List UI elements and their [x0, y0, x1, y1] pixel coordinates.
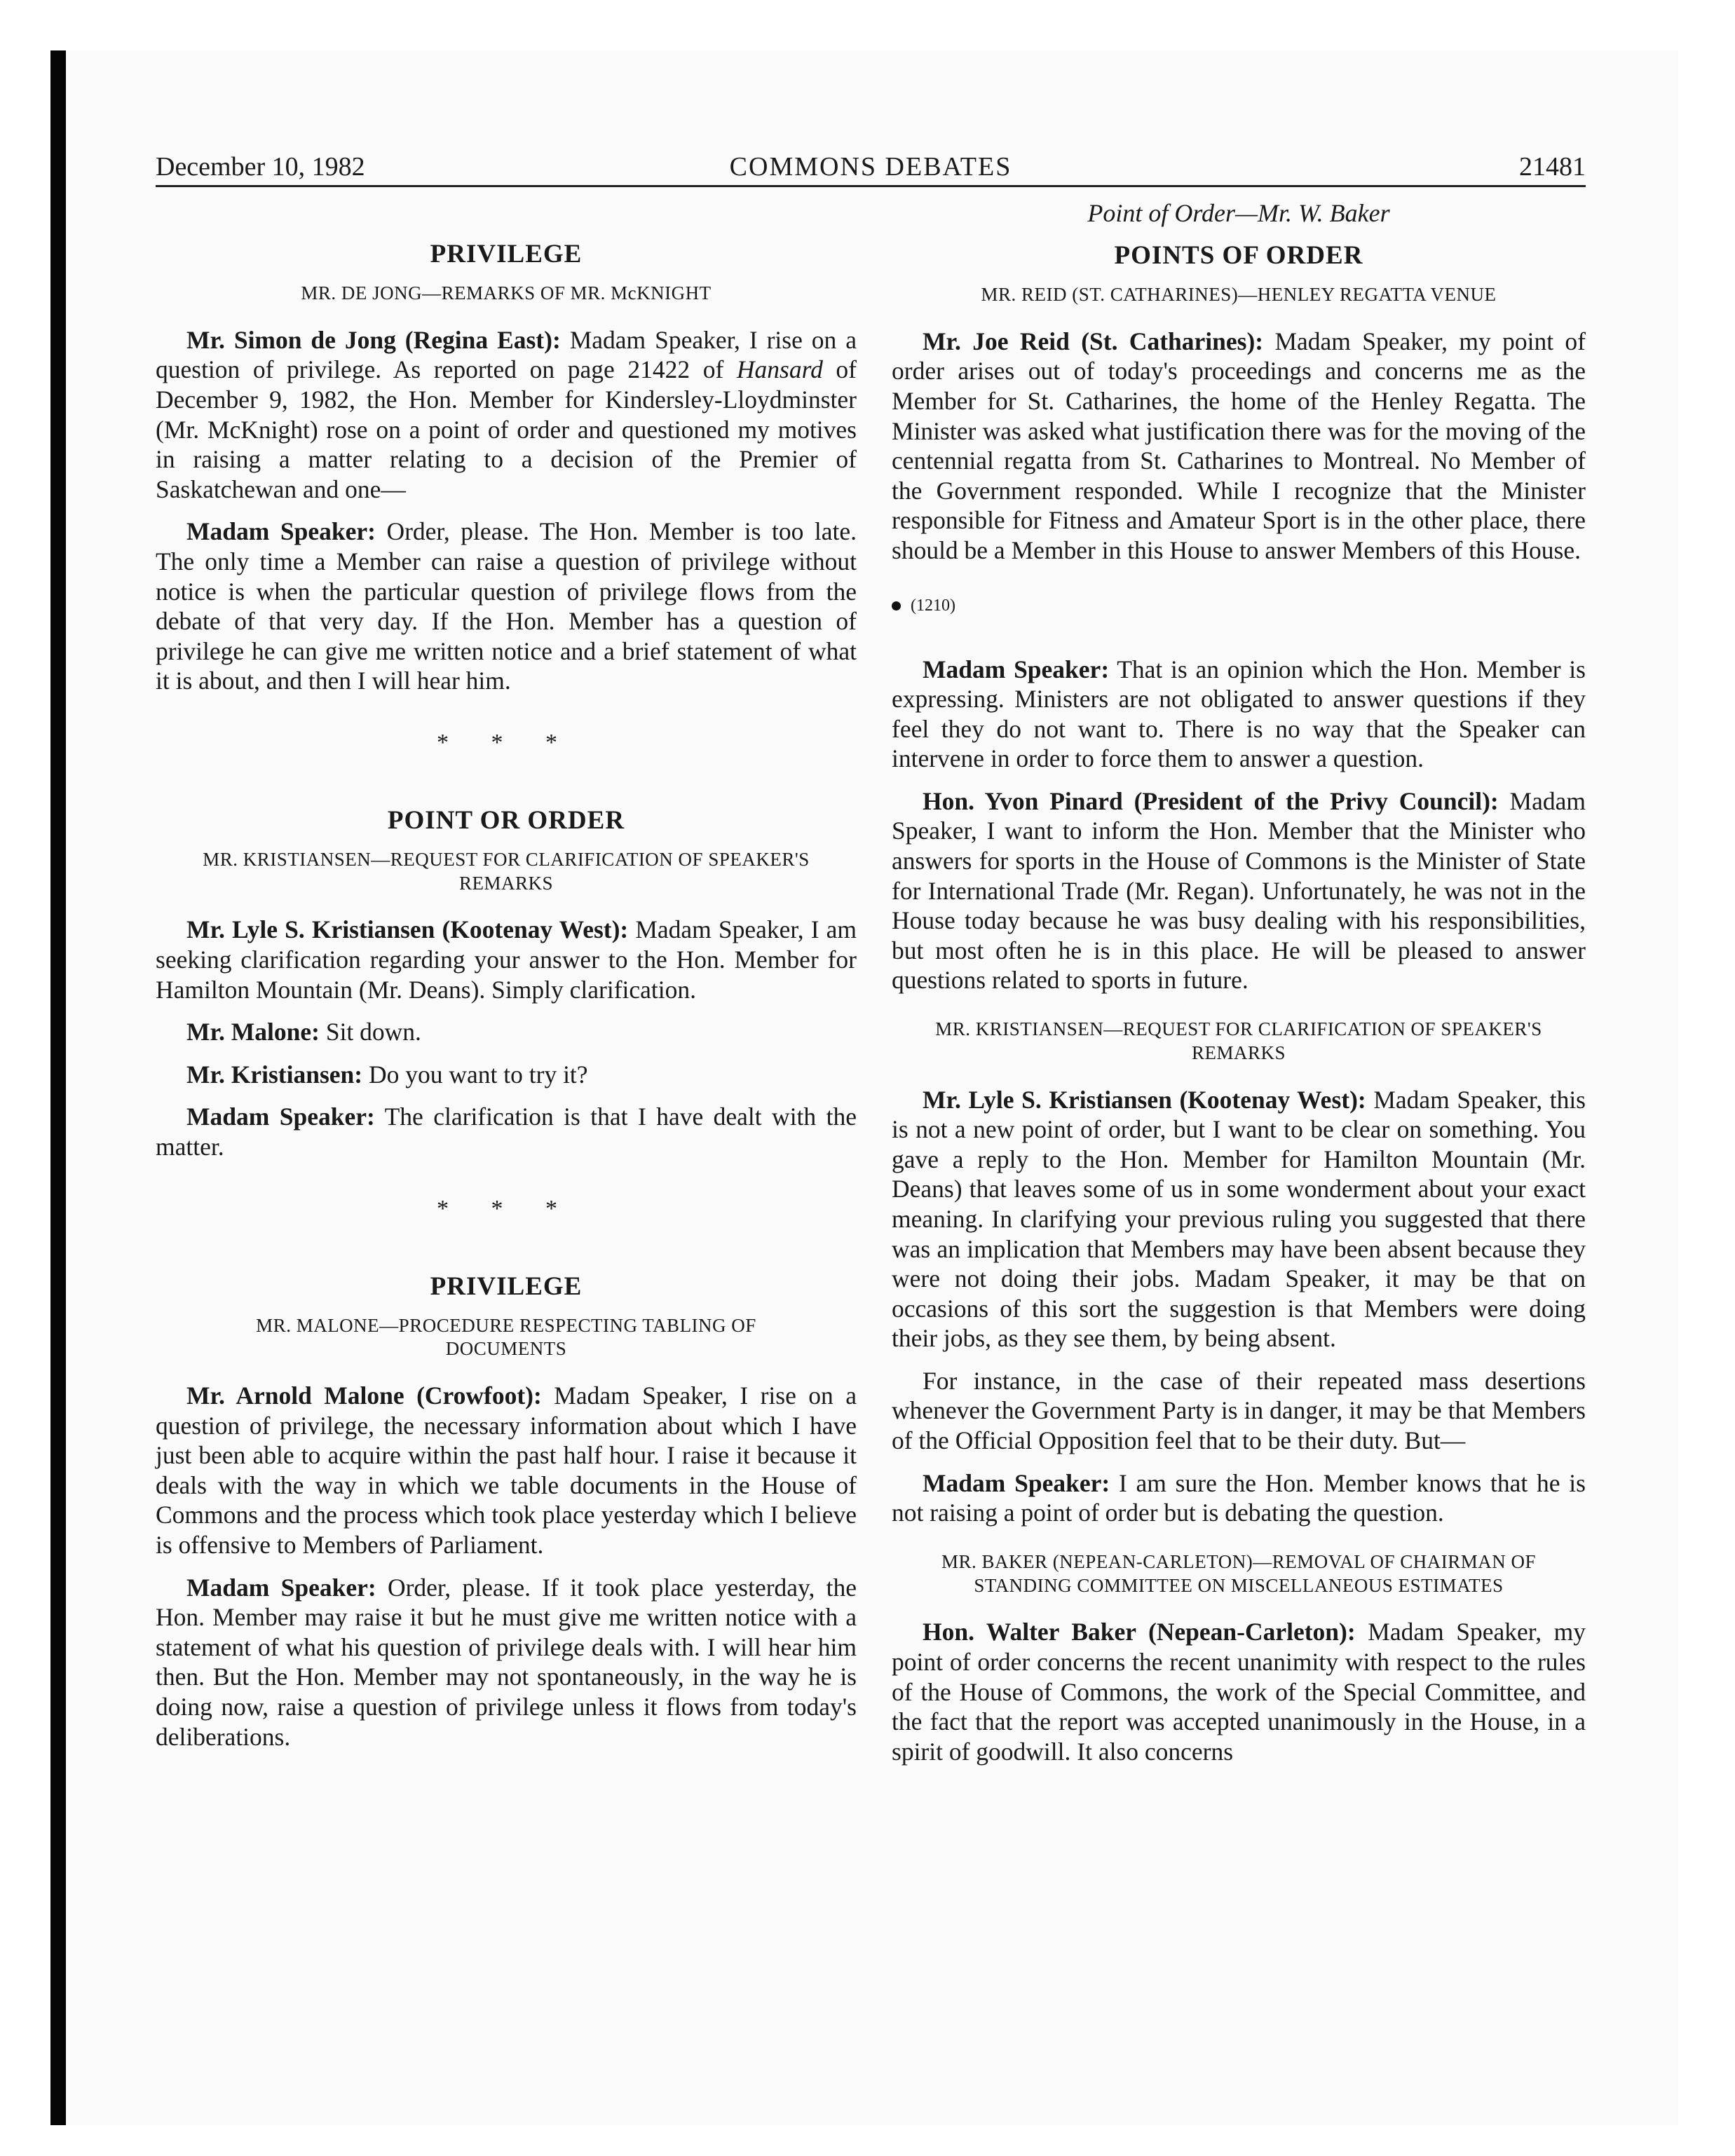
speech-text: Madam Speaker, my point of order concerns the recent unanimity with respect to the rules of the House of Commons, the work of the Special Committee, and the fact that the report was accepted unanimously in the House, in a spirit of goodwill. It also concerns: [892, 1618, 1586, 1766]
paragraph: [156, 915, 857, 1004]
section-separator: * * *: [437, 729, 576, 756]
speech-text: Madam Speaker, I want to inform the Hon. Member that the Minister who answers for sports in the House of Commons is the Minister of State for International Trade (Mr. Regan). Unfortunately, he was not in the House today because he was busy dealing with his responsibilities, but most often he is in this place. He will be pleased to answer questions related to sports in future.: [892, 786, 1586, 995]
speech-text: Madam Speaker, this is not a new point of order, but I want to be clear on something. You gave a reply to the Hon. Member for Hamilton Mountain (Mr. Deans) that leaves some of us in some wonderment about your exact meaning. In clarifying your previous ruling you suggested that there was an implication that Members may have been absent because they were not doing their jobs. Madam Speaker, it may be that on occasions of this sort the suggestion is that Members were doing their jobs, as they see them, by being absent.: [892, 1085, 1586, 1353]
speaker-name: Madam Speaker:: [186, 517, 376, 546]
page-header: [156, 140, 1586, 187]
paragraph: For instance, in the case of their repeated mass desertions whenever the Government Party is in danger, it may be that Members of the Official Opposition feel that to be their duty. But—: [892, 1366, 1586, 1455]
speech-text: Do you want to try it?: [362, 1060, 588, 1089]
speech-text: I am sure the Hon. Member knows that he is not raising a point of order but is debating the question.: [892, 1468, 1586, 1527]
document-page: [156, 140, 1586, 1766]
speaker-name: Mr. Joe Reid (St. Catharines):: [923, 327, 1264, 355]
left-column: [156, 197, 857, 1764]
section-heading: POINT OR ORDER: [387, 805, 625, 835]
speech-text: Madam Speaker, my point of order arises out of today's proceedings and concerns me as the Member for St. Catharines, the home of the Henley Regatta. The Minister was asked what justification there was for the moving of the centennial regatta from St. Catharines to Montreal. No Member of the Government responded. While I recognize that the Minister responsible for Fitness and Amateur Sport is in the other place, there should be a Member in this House to answer Members of this House.: [892, 327, 1586, 564]
speaker-name: Mr. Arnold Malone (Crowfoot):: [186, 1381, 542, 1410]
speaker-name: Hon. Yvon Pinard (President of the Privy Council):: [923, 786, 1499, 815]
speaker-name: Madam Speaker:: [186, 1103, 375, 1131]
paragraph: [892, 1468, 1586, 1528]
running-head: Point of Order—Mr. W. Baker: [1087, 199, 1390, 227]
speaker-name: Mr. Simon de Jong (Regina East):: [186, 325, 561, 354]
speech-text: Madam Speaker, I rise on a question of privilege, the necessary information about which I have just been able to acquire within the past half hour. I raise it because it deals with the way in which we table documents in the House of Commons and the process which took place yesterday which I believe is offensive to Members of Parliament.: [156, 1381, 857, 1559]
speaker-name: Hon. Walter Baker (Nepean-Carleton):: [923, 1618, 1356, 1646]
section-separator: * * *: [437, 1195, 576, 1222]
italic-text: Hansard: [736, 355, 823, 384]
paragraph: [156, 1381, 857, 1560]
speaker-name: Mr. Malone:: [186, 1018, 320, 1046]
section-subheading: MR. BAKER (NEPEAN-CARLETON)—REMOVAL OF CHAIRMAN OF STANDING COMMITTEE ON MISCELLANEOUS ESTIMATES: [941, 1550, 1537, 1596]
paragraph: [892, 655, 1586, 774]
paragraph: [156, 1017, 857, 1047]
header-date: December 10, 1982: [156, 152, 365, 182]
bullet-icon: [892, 601, 901, 610]
section-subheading: MR. REID (ST. CATHARINES)—HENLEY REGATTA VENUE: [981, 284, 1497, 305]
time-label: (1210): [911, 596, 955, 615]
right-column: [892, 197, 1586, 1779]
speech-text: Order, please. The Hon. Member is too late. The only time a Member can raise a question of privilege without notice is when the particular question of privilege flows from the debate of that very day. If the Hon. Member has a question of privilege he can give me written notice and a brief statement of what it is about, and then I will hear him.: [156, 517, 857, 695]
scan-edge: [50, 50, 66, 2125]
speaker-name: Mr. Lyle S. Kristiansen (Kootenay West):: [923, 1085, 1366, 1114]
section-subheading: MR. KRISTIANSEN—REQUEST FOR CLARIFICATION OF SPEAKER'S REMARKS: [203, 848, 810, 894]
speaker-name: Madam Speaker:: [923, 1468, 1110, 1497]
paragraph: [892, 327, 1586, 566]
speaker-name: Madam Speaker:: [923, 655, 1110, 683]
speech-text: Madam Speaker, I am seeking clarification regarding your answer to the Hon. Member for Hamilton Mountain (Mr. Deans). Simply clarification.: [156, 915, 857, 1004]
paragraph: [892, 786, 1586, 995]
speech-text: Order, please. If it took place yesterday, the Hon. Member may raise it but he must give me written notice with a statement of what his question of privilege deals with. I will hear him then. But the Hon. Member may not spontaneously, in the way he is doing now, raise a question of privilege unless it flows from today's deliberations.: [156, 1573, 857, 1751]
section-subheading: MR. KRISTIANSEN—REQUEST FOR CLARIFICATION OF SPEAKER'S REMARKS: [935, 1018, 1542, 1063]
speaker-name: Mr. Kristiansen:: [186, 1060, 363, 1089]
section-subheading: MR. MALONE—PROCEDURE RESPECTING TABLING OF DOCUMENTS: [256, 1314, 756, 1360]
section-subheading: MR. DE JONG—REMARKS OF MR. McKNIGHT: [301, 282, 712, 303]
paragraph: [892, 1085, 1586, 1353]
paragraph: [156, 517, 857, 696]
time-stamp: [892, 596, 1586, 615]
paragraph: [892, 1617, 1586, 1766]
section-heading: PRIVILEGE: [430, 240, 583, 268]
paragraph: [156, 325, 857, 505]
speaker-name: Mr. Lyle S. Kristiansen (Kootenay West):: [186, 915, 629, 944]
paragraph: [156, 1060, 857, 1090]
speech-text: That is an opinion which the Hon. Member is expressing. Ministers are not obligated to answer questions if they feel they do not want to. There is no way that the Speaker can intervene in order to force them to answer a question.: [892, 655, 1586, 773]
speech-text: Sit down.: [319, 1018, 421, 1046]
speech-text: The clarification is that I have dealt with the matter.: [156, 1103, 857, 1161]
section-heading: PRIVILEGE: [430, 1271, 583, 1301]
speech-text: Madam Speaker, I rise on a question of privilege. As reported on page 21422 of: [156, 325, 857, 384]
section-heading: POINTS OF ORDER: [1114, 241, 1363, 270]
header-title: COMMONS DEBATES: [729, 152, 1012, 182]
speaker-name: Madam Speaker:: [186, 1573, 376, 1602]
header-page-number: 21481: [1519, 152, 1586, 182]
paragraph: [156, 1573, 857, 1752]
speech-text: of December 9, 1982, the Hon. Member for Kindersley-Lloydminster (Mr. McKnight) rose on a point of order and questioned my motives in raising a matter relating to a decision of the Premier of Saskatchewan and one—: [156, 355, 857, 503]
paragraph: [156, 1102, 857, 1161]
